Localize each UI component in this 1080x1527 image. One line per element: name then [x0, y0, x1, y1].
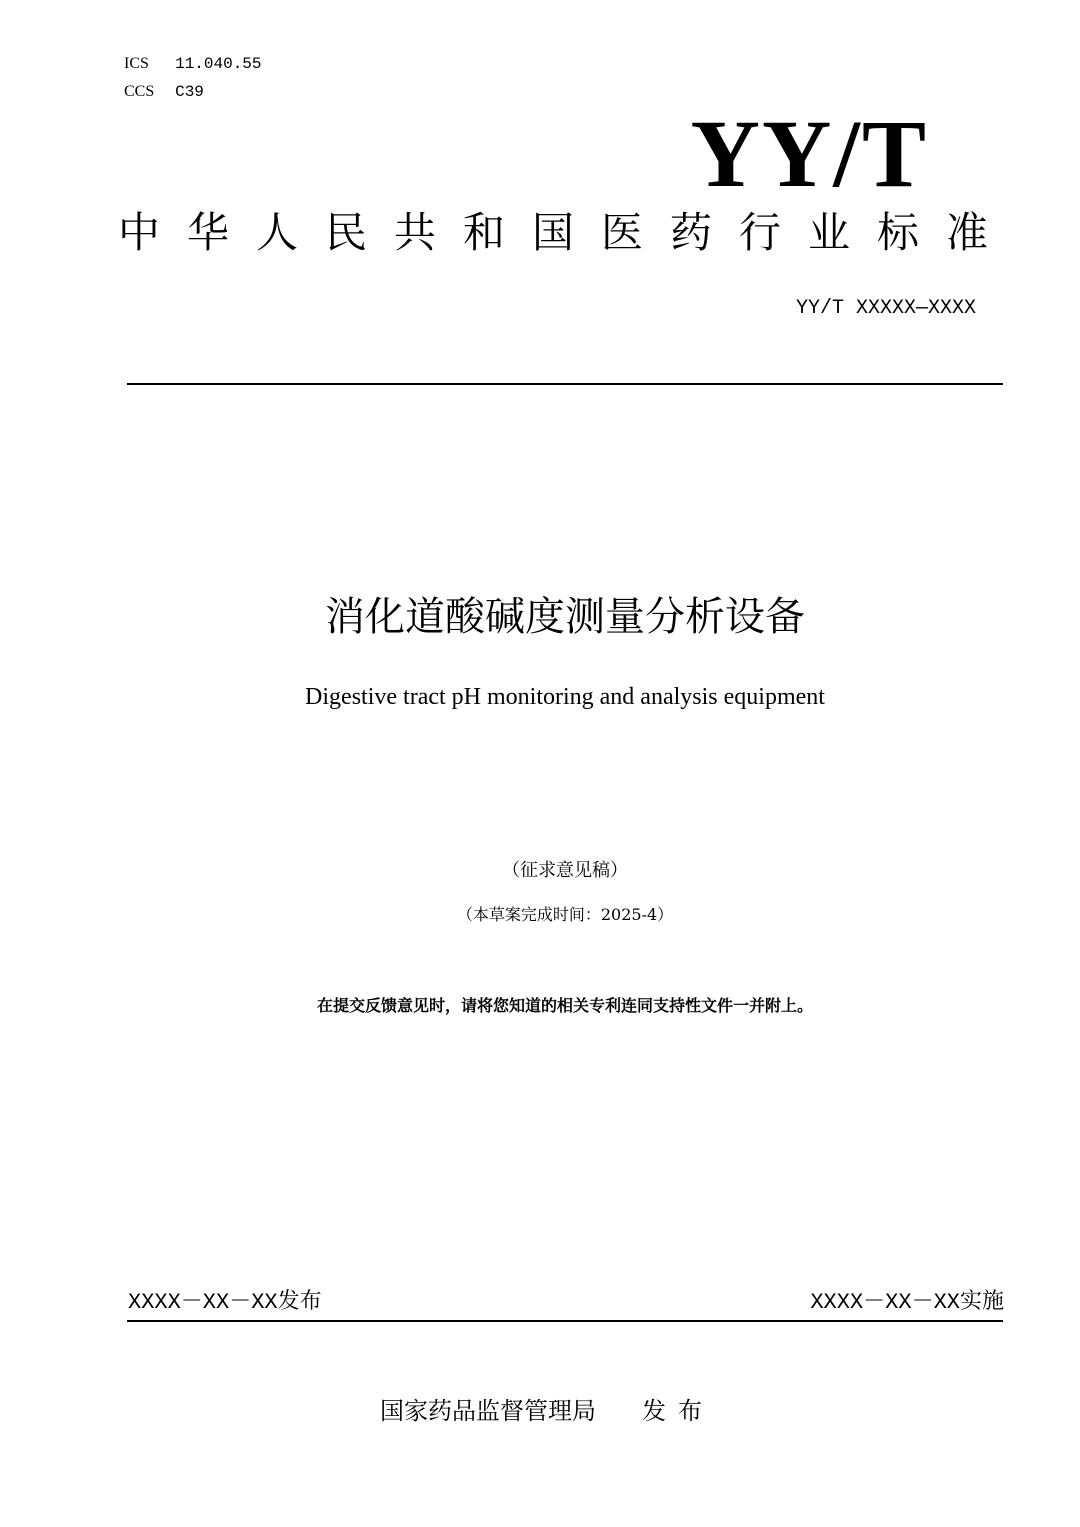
ccs-code — [124, 81, 204, 102]
top-divider — [127, 383, 1003, 385]
issuer-name: 国家药品监督管理局 — [380, 1397, 596, 1425]
draft-completion-date: （本草案完成时间：2025-4） — [456, 905, 674, 924]
ccs-label: CCS — [124, 83, 155, 100]
standard-number: YY/T XXXXX—XXXX — [795, 297, 976, 320]
document-title: 消化道酸碱度测量分析设备 — [325, 594, 805, 640]
publish-date: XXXX－XX－XX — [128, 1290, 278, 1315]
effective-date: XXXX－XX－XX — [810, 1290, 960, 1315]
effective-date-line — [810, 1287, 1004, 1318]
issuer-line — [380, 1394, 714, 1428]
publish-label: 发布 — [277, 1289, 322, 1314]
ics-code — [124, 53, 262, 74]
industry-standard-title: 中华人民共和国医药行业标准 — [118, 208, 1016, 257]
issuer-action: 发布 — [642, 1397, 714, 1425]
draft-status: （征求意见稿） — [502, 860, 628, 881]
ics-label: ICS — [124, 55, 149, 72]
ics-value: 11.040.55 — [175, 55, 262, 73]
ccs-value: C39 — [175, 83, 204, 101]
effective-label: 实施 — [959, 1289, 1004, 1314]
publish-date-line — [128, 1287, 322, 1318]
standard-logo: YY/T — [690, 100, 928, 207]
document-title-english: Digestive tract pH monitoring and analysis equipment — [305, 684, 825, 710]
bottom-divider — [127, 1320, 1003, 1322]
feedback-note: 在提交反馈意见时，请将您知道的相关专利连同支持性文件一并附上。 — [316, 996, 813, 1015]
